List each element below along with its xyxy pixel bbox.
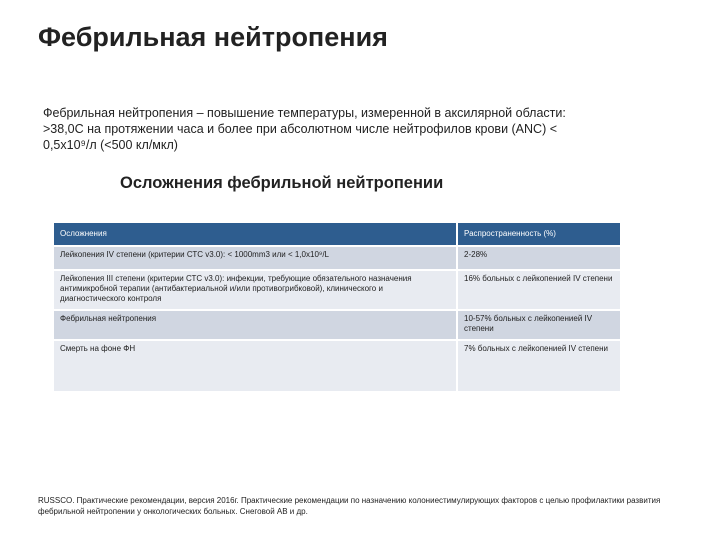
column-header-complications: Осложнения bbox=[54, 223, 458, 245]
source-citation: RUSSCO. Практические рекомендации, версия 2016г. Практические рекомендации по назначению колониестимулирующих факторов с целью профилактики развития фебрильной нейтропении у онкологических больных. Снеговой АВ и др. bbox=[38, 496, 661, 516]
table-cell-prevalence: 7% больных с лейкопенией IV степени bbox=[458, 339, 620, 391]
table-row bbox=[54, 269, 620, 309]
table-title: Осложнения фебрильной нейтропении bbox=[120, 174, 444, 192]
table-row bbox=[54, 339, 620, 391]
table-cell-complication: Лейкопения IV степени (критерии СТС v3.0): < 1000mm3 или < 1,0x10⁹/L bbox=[54, 245, 458, 269]
table-cell-complication: Фебрильная нейтропения bbox=[54, 309, 458, 339]
column-header-prevalence: Распространенность (%) bbox=[458, 223, 620, 245]
definition-text: Фебрильная нейтропения – повышение температуры, измеренной в аксилярной области: >38,0С на протяжении часа и более при абсолютном числе нейтрофилов крови (ANC) < 0,5х10⁹/л (<500 кл/мкл) bbox=[43, 106, 566, 152]
table-cell-complication: Смерть на фоне ФН bbox=[54, 339, 458, 391]
table-cell-complication: Лейкопения III степени (критерии СТС v3.0): инфекции, требующие обязательного назначения антимикробной терапии (антибактериальной и/или противогрибковой), клинического и диагностического контроля bbox=[54, 269, 458, 309]
table-cell-prevalence: 16% больных с лейкопенией IV степени bbox=[458, 269, 620, 309]
page-title: Фебрильная нейтропения bbox=[38, 22, 388, 52]
table-row bbox=[54, 245, 620, 269]
table-cell-prevalence: 2-28% bbox=[458, 245, 620, 269]
table-cell-prevalence: 10-57% больных с лейкопенией IV степени bbox=[458, 309, 620, 339]
table-row bbox=[54, 309, 620, 339]
complications-table bbox=[54, 223, 620, 391]
table-header-row bbox=[54, 223, 620, 245]
